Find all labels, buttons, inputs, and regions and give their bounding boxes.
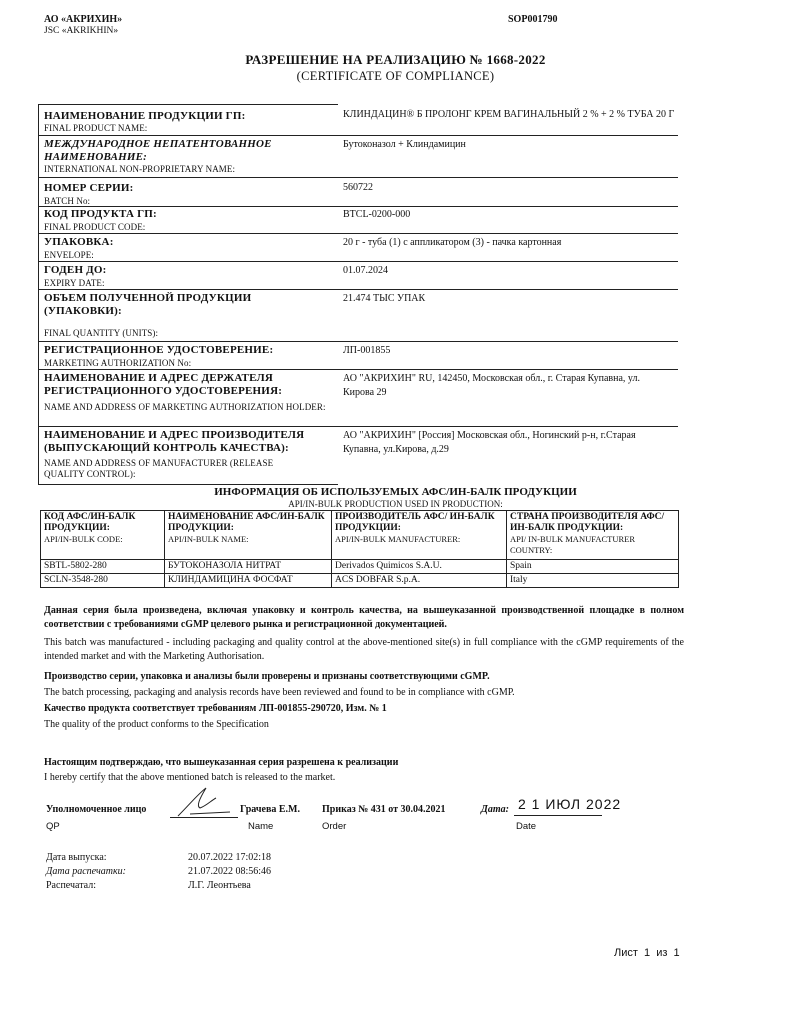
company-name-ru: АО «АКРИХИН» [44,14,123,25]
field-value: BTCL-0200-000 [343,209,411,220]
field-label-ru: НАИМЕНОВАНИЕ И АДРЕС ПРОИЗВОДИТЕЛЯ (ВЫПУСКАЮЩИЙ КОНТРОЛЬ КАЧЕСТВА): [44,429,305,454]
certification-ru: Настоящим подтверждаю, что вышеуказанная серия разрешена к реализации [44,757,399,768]
signature-line [170,817,238,818]
table-cell: SBTL-5802-280 [41,560,165,574]
qp-label: Уполномоченное лицо [46,804,147,815]
separator [38,177,678,178]
statement-1-en: This batch was manufactured - including packaging and quality control at the above-mentioned site(s) in full compliance with the cGMP requirements of the intended market and with the Marketing Authorisation. [44,637,684,662]
issue-date-value: 20.07.2022 17:02:18 [188,852,272,863]
header-ru: НАИМЕНОВАНИЕ АФС/ИН-БАЛК ПРОДУКЦИИ: [168,512,325,533]
header-en: API/IN-BULK CODE: [44,534,123,544]
table-header-cell [165,511,332,560]
page-title: РАЗРЕШЕНИЕ НА РЕАЛИЗАЦИЮ № 1668-2022 [245,52,546,67]
field-label-ru: НОМЕР СЕРИИ: [44,182,134,194]
printed-by-value: Л.Г. Леонтьева [188,880,251,891]
certification-en: I hereby certify that the above mentioned batch is released to the market. [44,772,336,783]
header-en: API/IN-BULK NAME: [168,534,249,544]
field-label-ru: МЕЖДУНАРОДНОЕ НЕПАТЕНТОВАННОЕ НАИМЕНОВАНИЕ: [44,138,272,163]
api-section-title: ИНФОРМАЦИЯ ОБ ИСПОЛЬЗУЕМЫХ АФС/ИН-БАЛК ПРОДУКЦИИ [214,486,577,498]
table-cell: ACS DOBFAR S.p.A. [332,574,507,588]
api-section-subtitle: API/IN-BULK PRODUCTION USED IN PRODUCTION: [288,499,503,509]
separator [38,369,678,370]
frame-top [38,104,338,105]
statement-2-ru: Производство серии, упаковка и анализы были проверены и признаны соответствующими cGMP. [44,671,490,682]
statement-1-ru: Данная серия была произведена, включая упаковку и контроль качества, на вышеуказанной производственной площадке в полном соответствии с требованиями cGMP целевого рынка и регистрационной документацией. [44,605,684,630]
separator [38,289,678,290]
print-date-value: 21.07.2022 08:56:46 [188,866,272,877]
qp-name-label: Name [248,821,274,832]
date-line [514,815,602,816]
date-label: Дата: [481,804,509,815]
field-value: АО "АКРИХИН" RU, 142450, Московская обл., г. Старая Купавна, ул. Кирова 29 [343,373,640,398]
field-value: Бутоконазол + Клиндамицин [343,139,466,150]
separator [38,426,678,427]
table-cell: БУТОКОНАЗОЛА НИТРАТ [165,560,332,574]
company-name-en: JSC «AKRIKHIN» [44,26,119,36]
field-label-en: MARKETING AUTHORIZATION No: [44,358,192,368]
table-cell: Derivados Quimicos S.A.U. [332,560,507,574]
field-label-ru: НАИМЕНОВАНИЕ ПРОДУКЦИИ ГП: [44,110,246,122]
printed-by-label: Распечатал: [46,880,96,891]
field-value: 21.474 ТЫС УПАК [343,293,426,304]
separator [38,261,678,262]
field-label-en: NAME AND ADDRESS OF MANUFACTURER (RELEASE QUALITY CONTROL): [44,458,274,479]
statement-3-en: The quality of the product conforms to the Specification [44,719,269,730]
date-stamp: 2 1 ИЮЛ 2022 [518,796,622,812]
statement-2-en: The batch processing, packaging and analysis records have been reviewed and found to be in compliance with cGMP. [44,687,515,698]
field-value: АО "АКРИХИН" [Россия] Московская обл., Ногинский р-н, г.Старая Купавна, ул.Кирова, д.29 [343,430,636,455]
statement-3-ru: Качество продукта соответствует требованиям ЛП-001855-290720, Изм. № 1 [44,703,387,714]
separator [38,206,678,207]
order-ref: Приказ № 431 от 30.04.2021 [322,804,446,815]
field-label-en: ENVELOPE: [44,250,94,260]
header-en: API/ IN-BULK MANUFACTURER COUNTRY: [510,534,635,555]
table-header-cell [41,511,165,560]
field-label-en: INTERNATIONAL NON-PROPRIETARY NAME: [44,164,236,174]
qp-name: Грачева Е.М. [240,804,300,815]
field-label-en: FINAL QUANTITY (UNITS): [44,328,159,338]
field-label-en: BATCH No: [44,196,91,206]
field-label-ru: НАИМЕНОВАНИЕ И АДРЕС ДЕРЖАТЕЛЯ РЕГИСТРАЦИОННОГО УДОСТОВЕРЕНИЯ: [44,372,283,397]
field-label-ru: ОБЪЕМ ПОЛУЧЕННОЙ ПРОДУКЦИИ (УПАКОВКИ): [44,292,252,317]
order-label: Order [322,821,347,832]
frame-bottom [38,484,338,485]
separator [38,233,678,234]
field-value: ЛП-001855 [343,345,391,356]
table-row [41,574,679,588]
table-row [41,560,679,574]
header-ru: КОД АФС/ИН-БАЛК ПРОДУКЦИИ: [44,512,136,533]
table-cell: Italy [507,574,679,588]
field-label-en: FINAL PRODUCT CODE: [44,222,146,232]
table-cell: КЛИНДАМИЦИНА ФОСФАТ [165,574,332,588]
issue-date-label: Дата выпуска: [46,852,107,863]
field-label-ru: УПАКОВКА: [44,236,114,248]
qp-label-en: QP [46,821,60,832]
field-value: 01.07.2024 [343,265,388,276]
header-ru: СТРАНА ПРОИЗВОДИТЕЛЯ АФС/ ИН-БАЛК ПРОДУКЦИИ: [510,512,665,533]
print-date-label: Дата распечатки: [46,866,126,877]
table-header-cell [332,511,507,560]
table-cell: Spain [507,560,679,574]
table-header-cell [507,511,679,560]
field-label-ru: КОД ПРОДУКТА ГП: [44,208,157,220]
field-value: 560722 [343,182,373,193]
api-table [40,510,679,588]
header-ru: ПРОИЗВОДИТЕЛЬ АФС/ ИН-БАЛК ПРОДУКЦИИ: [335,512,495,533]
field-label-en: NAME AND ADDRESS OF MARKETING AUTHORIZATION HOLDER: [44,402,326,412]
field-value: 20 г - туба (1) с аппликатором (3) - пачка картонная [343,237,562,248]
date-label-en: Date [516,821,537,832]
page-number: Лист 1 из 1 [614,947,680,959]
signature-mark [170,784,240,824]
table-cell: SCLN-3548-280 [41,574,165,588]
separator [38,341,678,342]
separator [38,135,678,136]
field-label-ru: РЕГИСТРАЦИОННОЕ УДОСТОВЕРЕНИЕ: [44,344,274,356]
frame-left [38,104,39,484]
document-code: SOP001790 [508,14,558,25]
field-label-ru: ГОДЕН ДО: [44,264,107,276]
field-label-en: FINAL PRODUCT NAME: [44,123,148,133]
field-label-en: EXPIRY DATE: [44,278,105,288]
api-table-header [41,511,679,560]
field-value: КЛИНДАЦИН® Б ПРОЛОНГ КРЕМ ВАГИНАЛЬНЫЙ 2 % + 2 % ТУБА 20 Г [343,109,675,120]
header-en: API/IN-BULK MANUFACTURER: [335,534,461,544]
page-subtitle: (CERTIFICATE OF COMPLIANCE) [296,69,495,83]
